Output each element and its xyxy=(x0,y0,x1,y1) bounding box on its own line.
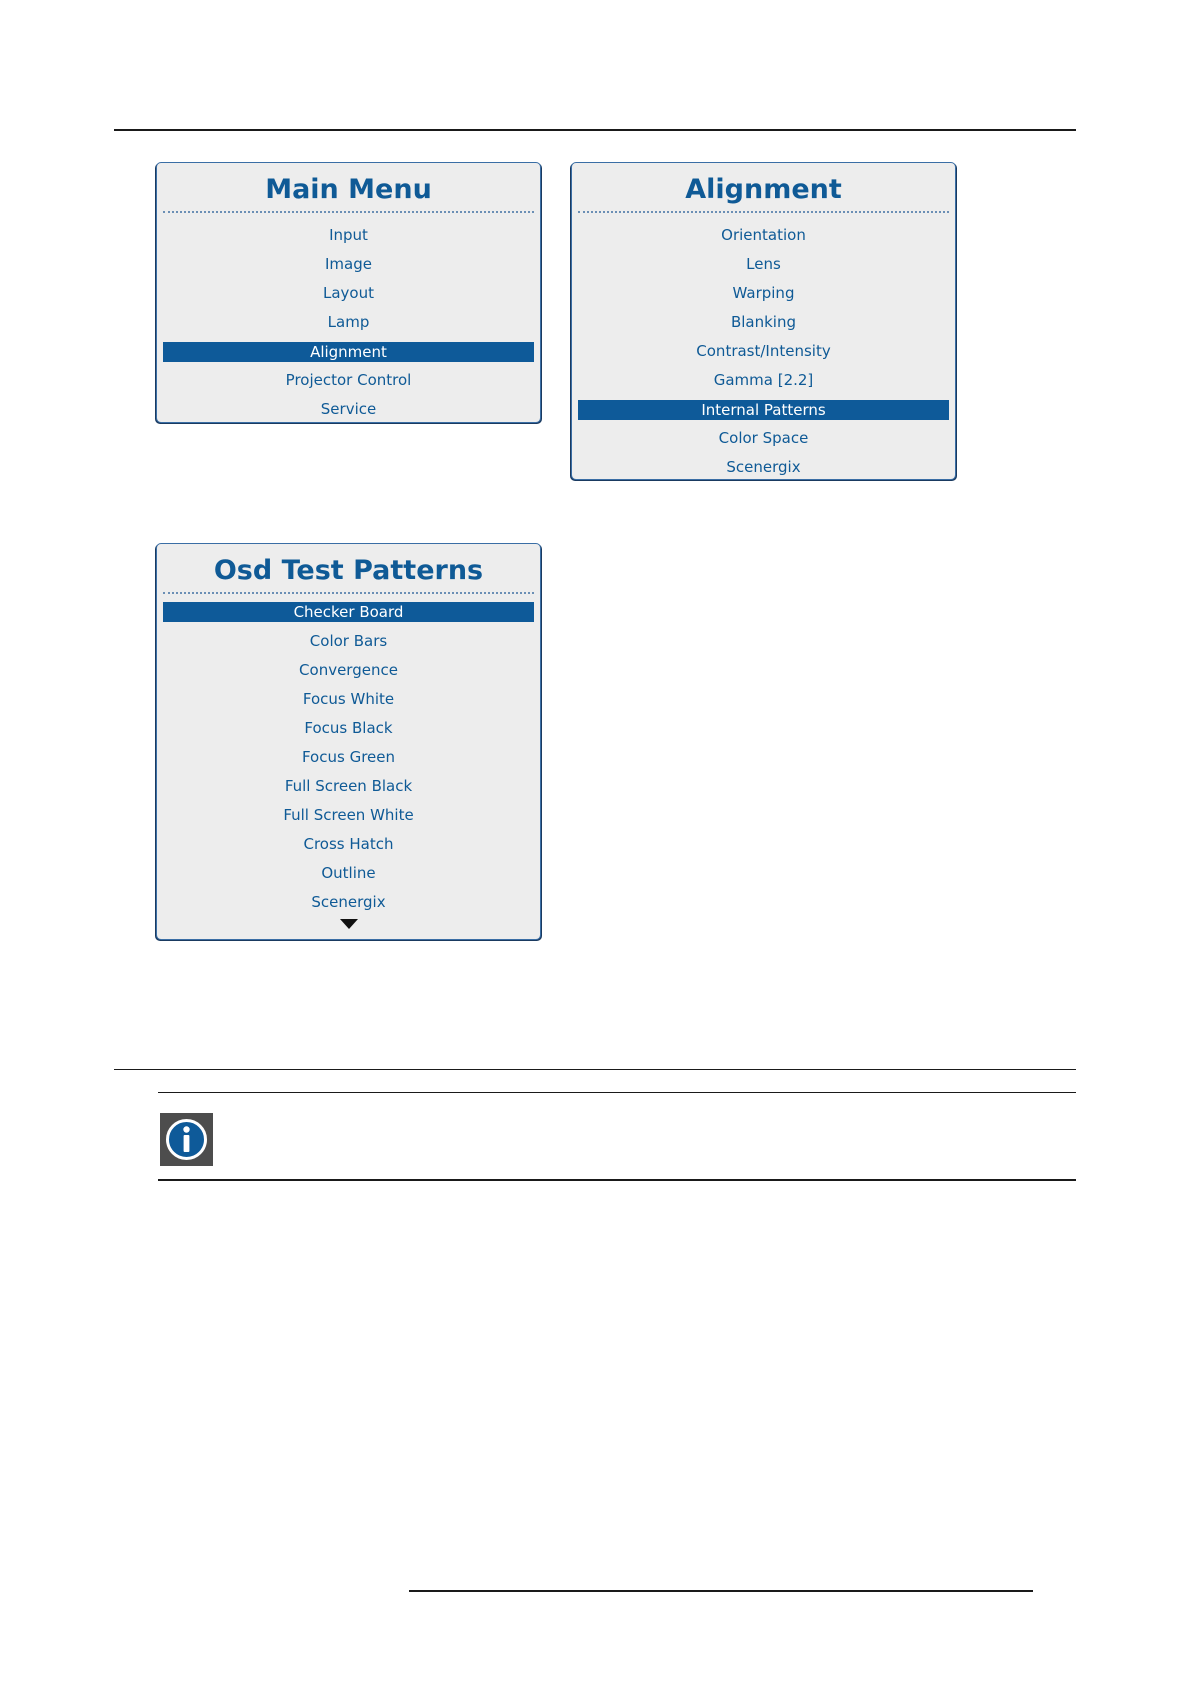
test-patterns-menu-title: Osd Test Patterns xyxy=(213,555,484,586)
menu-item-focus-black[interactable]: Focus Black xyxy=(304,718,393,737)
title-separator xyxy=(578,211,949,213)
menu-item-warping[interactable]: Warping xyxy=(732,284,795,302)
menu-item-input[interactable]: Input xyxy=(329,226,368,244)
note-bottom-rule xyxy=(158,1179,1076,1181)
alignment-menu-list xyxy=(572,221,955,482)
menu-item-alignment[interactable]: Alignment xyxy=(163,342,534,362)
menu-item-checker-board[interactable]: Checker Board xyxy=(163,602,534,622)
main-menu-panel xyxy=(156,162,541,423)
menu-item-gamma[interactable]: Gamma [2.2] xyxy=(713,371,814,389)
test-patterns-menu-list xyxy=(157,602,540,917)
section-rule xyxy=(114,1069,1076,1070)
menu-item-convergence[interactable]: Convergence xyxy=(299,660,398,679)
note-top-rule xyxy=(158,1092,1076,1093)
menu-item-focus-white[interactable]: Focus White xyxy=(302,689,395,708)
info-circle-icon xyxy=(164,1117,209,1162)
menu-item-scenergix[interactable]: Scenergix xyxy=(311,892,386,911)
info-icon xyxy=(160,1113,213,1166)
scroll-down-arrow-icon[interactable] xyxy=(340,919,358,929)
menu-item-focus-green[interactable]: Focus Green xyxy=(301,747,396,766)
main-menu-title: Main Menu xyxy=(265,174,432,205)
menu-item-color-bars[interactable]: Color Bars xyxy=(309,631,388,650)
menu-item-color-space[interactable]: Color Space xyxy=(718,429,809,447)
main-menu-list xyxy=(157,221,540,424)
menu-item-lamp[interactable]: Lamp xyxy=(327,313,370,331)
menu-item-image[interactable]: Image xyxy=(325,255,372,273)
title-separator xyxy=(163,211,534,213)
menu-item-contrast-intensity[interactable]: Contrast/Intensity xyxy=(696,342,831,360)
menu-item-scenergix[interactable]: Scenergix xyxy=(726,458,801,476)
title-separator xyxy=(163,592,534,594)
alignment-menu-panel xyxy=(571,162,956,480)
menu-item-orientation[interactable]: Orientation xyxy=(721,226,806,244)
footer-rule xyxy=(409,1590,1033,1592)
menu-item-outline[interactable]: Outline xyxy=(321,863,376,882)
menu-item-internal-patterns[interactable]: Internal Patterns xyxy=(578,400,949,420)
header-rule xyxy=(114,129,1076,131)
menu-item-cross-hatch[interactable]: Cross Hatch xyxy=(303,834,394,853)
menu-item-lens[interactable]: Lens xyxy=(746,255,781,273)
menu-item-projector-control[interactable]: Projector Control xyxy=(285,371,412,389)
menu-item-full-screen-white[interactable]: Full Screen White xyxy=(283,805,414,824)
menu-item-blanking[interactable]: Blanking xyxy=(730,313,797,331)
menu-item-service[interactable]: Service xyxy=(320,400,377,418)
menu-item-full-screen-black[interactable]: Full Screen Black xyxy=(284,776,413,795)
menu-item-layout[interactable]: Layout xyxy=(323,284,374,302)
alignment-menu-title: Alignment xyxy=(685,174,842,205)
test-patterns-menu-panel xyxy=(156,543,541,940)
